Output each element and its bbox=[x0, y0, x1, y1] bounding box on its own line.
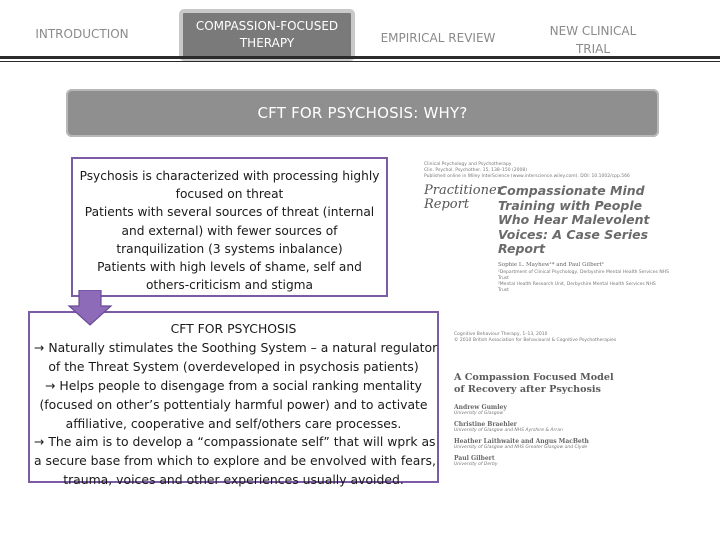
paper1-affiliation: ¹Department of Clinical Psychology, Derbyshire Mental Health Services NHS bbox=[498, 269, 669, 275]
box2-line: → Naturally stimulates the Soothing System – a natural regulator bbox=[34, 339, 438, 355]
box2-line: → The aim is to develop a “compassionate self” that will wprk as bbox=[34, 434, 436, 450]
cft-for-psychosis-box bbox=[28, 311, 439, 488]
box2-line: a secure base from which to explore and be envolved with fears, bbox=[34, 453, 436, 469]
paper1-journal-line: Published online in Wiley InterScience (www.interscience.wiley.com). DOI: 10.1002/cpp.566 bbox=[424, 174, 630, 179]
paper1-title-line: Who Hear Malevolent bbox=[498, 212, 650, 227]
paper1-journal-line: Clinical Psychology and Psychotherapy bbox=[424, 162, 512, 167]
psychosis-characteristics-box bbox=[71, 157, 388, 297]
header-divider-thin bbox=[0, 61, 720, 62]
slide-title: CFT FOR PSYCHOSIS: WHY? bbox=[257, 104, 468, 122]
box1-line: others-criticism and stigma bbox=[145, 278, 314, 293]
paper2-author: Paul Gilbert bbox=[454, 455, 495, 462]
paper-thumbnail-gumley-et-al bbox=[450, 332, 662, 484]
paper1-title-line: Report bbox=[498, 241, 546, 256]
paper1-title-line: Voices: A Case Series bbox=[498, 226, 649, 242]
box2-line: trauma, voices and other experiences usually avoided. bbox=[63, 472, 404, 488]
arrow-down-icon bbox=[67, 290, 113, 326]
paper2-title-line: A Compassion Focused Model bbox=[454, 372, 614, 383]
paper2-affiliation: University of Glasgow bbox=[454, 411, 504, 416]
tab-empirical-review[interactable]: EMPIRICAL REVIEW bbox=[380, 31, 496, 45]
box1-line: tranquilization (3 systems inbalance) bbox=[116, 241, 343, 256]
paper2-affiliation: University of Glasgow and NHS Ayrshire & Arran bbox=[454, 428, 563, 433]
paper2-author: Andrew Gumley bbox=[454, 404, 507, 411]
paper2-title-line: of Recovery after Psychosis bbox=[454, 384, 601, 395]
header-divider bbox=[0, 56, 720, 59]
paper2-journal-line: Cognitive Behaviour Therapy, 1–13, 2010 bbox=[454, 332, 548, 337]
paper1-journal-line: Clin. Psychol. Psychother. 15, 138–150 (2008) bbox=[424, 168, 528, 173]
paper1-affiliation: Trust bbox=[498, 275, 509, 281]
paper1-affiliation: ²Mental Health Research Unit, Derbyshire Mental Health Services NHS bbox=[498, 281, 656, 287]
paper2-author: Heather Laithwaite and Angus MacBeth bbox=[454, 438, 589, 445]
box2-heading: CFT FOR PSYCHOSIS bbox=[170, 321, 297, 336]
tab-cft-label: COMPASSION-FOCUSED THERAPY bbox=[195, 19, 339, 50]
paper2-affiliation: University of Derby bbox=[454, 462, 498, 467]
paper1-title-line: Compassionate Mind bbox=[498, 183, 645, 198]
paper2-affiliation: University of Glasgow and NHS Greater Glasgow and Clyde bbox=[454, 445, 588, 450]
box1-line: Psychosis is characterized with processing highly bbox=[79, 169, 380, 183]
box2-line: (focused on other’s pottentialy harmful power) and to activate bbox=[39, 396, 428, 412]
paper1-authors: Sophie L. Mayhew¹* and Paul Gilbert² bbox=[498, 261, 604, 268]
box2-line: → Helps people to disengage from a social ranking mentality bbox=[45, 377, 422, 393]
paper1-section: Practitioner Report bbox=[424, 183, 503, 212]
paper2-journal-line: © 2010 British Association for Behavioural & Cognitive Psychotherapies bbox=[454, 338, 617, 343]
slide-title-bar bbox=[66, 89, 659, 137]
tab-introduction[interactable]: INTRODUCTION bbox=[35, 27, 129, 41]
paper-thumbnail-mayhew-gilbert bbox=[422, 162, 669, 294]
paper1-title-line: Training with People bbox=[498, 197, 643, 213]
box2-line: of the Threat System (overdeveloped in psychosis patients) bbox=[48, 358, 419, 374]
box1-line: Patients with high levels of shame, self and bbox=[97, 260, 362, 275]
tab-compassion-focused-therapy[interactable] bbox=[179, 9, 355, 61]
box1-line: and external) with fewer sources of bbox=[121, 223, 338, 238]
paper1-affiliation: Trust bbox=[498, 287, 509, 293]
box1-line: Patients with several sources of threat (internal bbox=[84, 205, 375, 220]
tab-new-clinical-trial[interactable]: NEW CLINICAL TRIAL bbox=[549, 24, 637, 56]
box1-line: focused on threat bbox=[175, 187, 284, 202]
box2-line: affiliative, cooperative and self/others care processes. bbox=[65, 415, 402, 431]
paper2-author: Christine Braehler bbox=[454, 421, 517, 428]
